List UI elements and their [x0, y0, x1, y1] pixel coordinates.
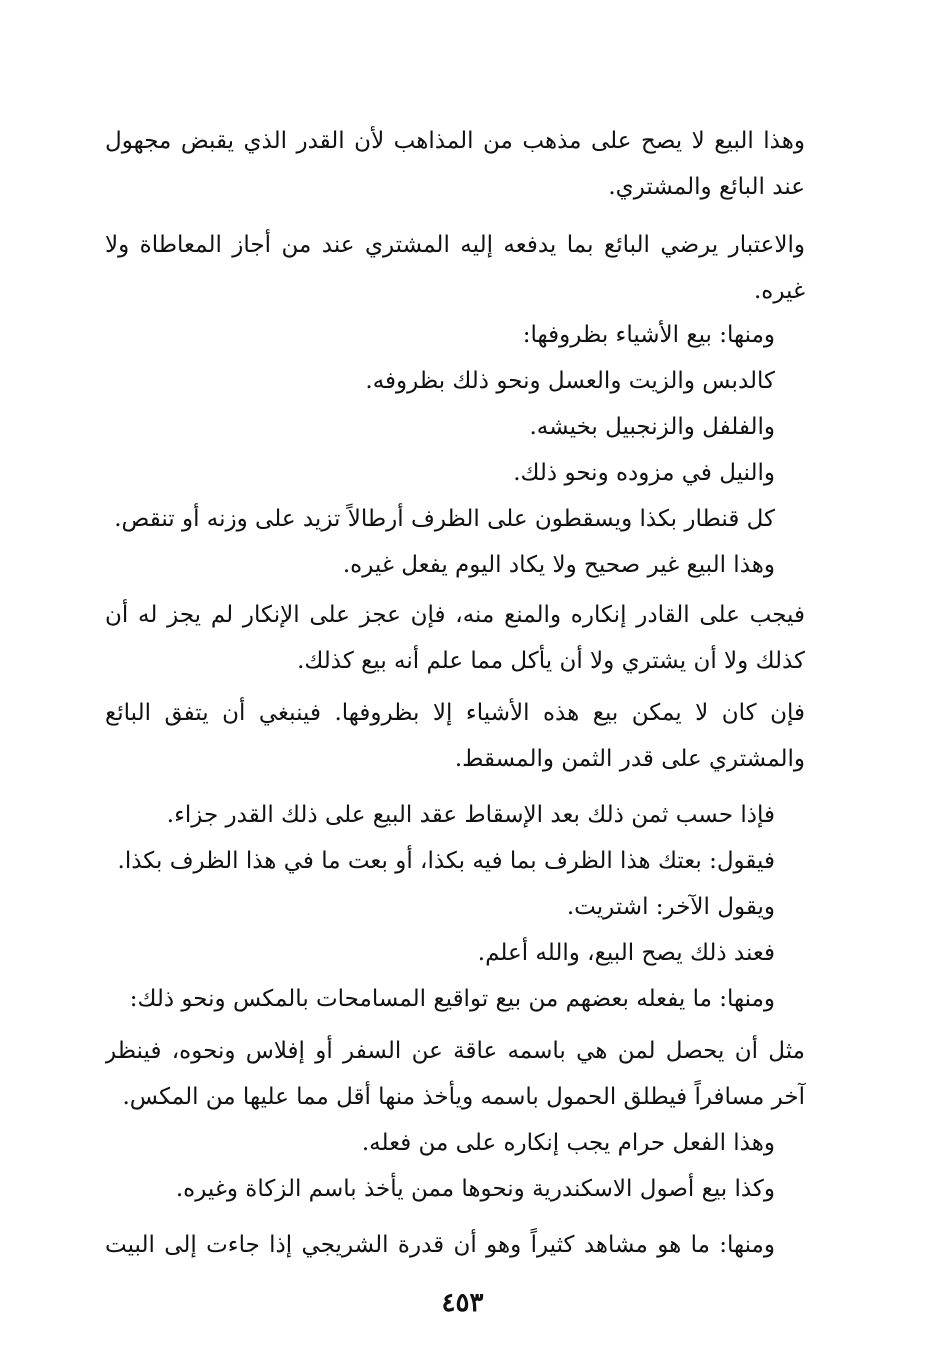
text-line-5: ومنها: بيع الأشياء بظروفها: [522, 322, 775, 348]
text-line-11: فيجب على القادر إنكاره والمنع منه، فإن عجز على الإنكار لم يجز له أن [105, 602, 805, 628]
text-line-24: ومنها: ما هو مشاهد كثيراً وهو أن قدرة الشريجي إذا جاءت إلى البيت [105, 1232, 775, 1258]
text-line-23: وكذا بيع أصول الاسكندرية ونحوها ممن يأخذ باسم الزكاة وغيره. [175, 1176, 775, 1202]
text-line-1: وهذا البيع لا يصح على مذهب من المذاهب لأن القدر الذي يقبض مجهول [105, 128, 805, 154]
text-line-16: فيقول: بعتك هذا الظرف بما فيه بكذا، أو بعت ما في هذا الظرف بكذا. [117, 848, 775, 874]
text-line-4: غيره. [753, 278, 805, 304]
text-line-17: ويقول الآخر: اشتريت. [566, 894, 775, 920]
text-line-8: والنيل في مزوده ونحو ذلك. [513, 460, 775, 486]
body-text [105, 1222, 805, 1268]
text-line-10: وهذا البيع غير صحيح ولا يكاد اليوم يفعل غيره. [342, 552, 775, 578]
body-text [105, 792, 805, 1022]
text-line-13: فإن كان لا يمكن بيع هذه الأشياء إلا بظروفها. فينبغي أن يتفق البائع [105, 700, 805, 726]
page-number: ٤٥٣ [441, 1288, 484, 1318]
text-line-15: فإذا حسب ثمن ذلك بعد الإسقاط عقد البيع على ذلك القدر جزاء. [166, 802, 775, 828]
body-text [105, 118, 805, 210]
text-line-6: كالدبس والزيت والعسل ونحو ذلك بظروفه. [365, 368, 775, 394]
body-text [105, 690, 805, 782]
text-line-14: والمشتري على قدر الثمن والمسقط. [454, 746, 805, 772]
body-text [105, 312, 805, 588]
text-line-19: ومنها: ما يفعله بعضهم من بيع تواقيع المسامحات بالمكس ونحو ذلك: [129, 986, 775, 1012]
body-text [105, 1028, 805, 1212]
body-text [105, 592, 805, 684]
text-line-21: آخر مسافراً فيطلق الحمول باسمه ويأخذ منها أقل مما عليها من المكس. [122, 1084, 805, 1110]
text-line-2: عند البائع والمشتري. [608, 174, 805, 200]
text-line-12: كذلك ولا أن يشتري ولا أن يأكل مما علم أنه بيع كذلك. [297, 648, 805, 674]
text-line-7: والفلفل والزنجبيل بخيشه. [529, 414, 775, 440]
text-line-22: وهذا الفعل حرام يجب إنكاره على من فعله. [361, 1130, 775, 1156]
text-line-3: والاعتبار يرضي البائع بما يدفعه إليه المشتري عند من أجاز المعاطاة ولا [105, 232, 805, 258]
body-text [105, 222, 805, 314]
text-line-20: مثل أن يحصل لمن هي باسمه عاقة عن السفر أو إفلاس ونحوه، فينظر [105, 1038, 805, 1064]
text-line-9: كل قنطار بكذا ويسقطون على الظرف أرطالاً تزيد على وزنه أو تنقص. [114, 506, 775, 532]
text-line-18: فعند ذلك يصح البيع، والله أعلم. [477, 940, 775, 966]
